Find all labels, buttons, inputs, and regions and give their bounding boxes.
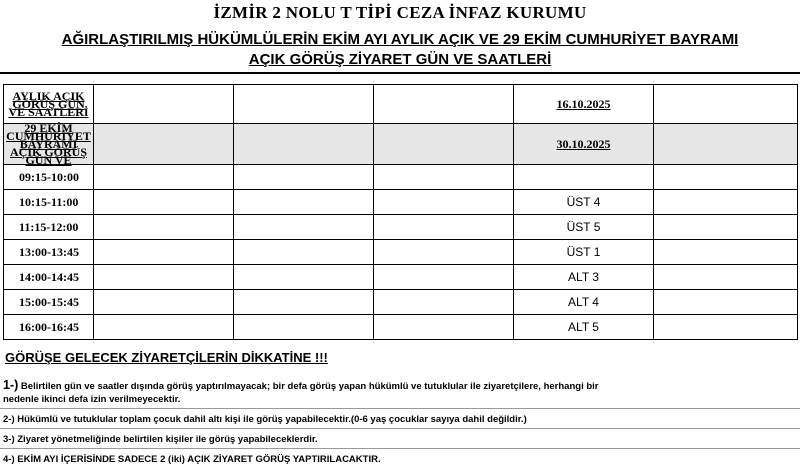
subtitle-line-2: AÇIK GÖRÜŞ ZİYARET GÜN VE SAATLERİ xyxy=(248,51,552,68)
divider xyxy=(0,408,800,409)
table-row xyxy=(4,240,798,265)
slot-cell: ALT 3 xyxy=(514,265,654,290)
notice-item-1-text: Belirtilen gün ve saatler dışında görüş yaptırılmayacak; bir defa görüş yapan hükümlü ve tutuklular ile ziyaretçilere, herhangi bir nedenle ikinci defa izin verilmeyecektir. xyxy=(3,381,599,405)
page-subtitle xyxy=(0,30,800,74)
time-cell: 14:00-14:45 xyxy=(4,265,94,290)
time-cell: 13:00-13:45 xyxy=(4,240,94,265)
table-row xyxy=(4,165,798,190)
table-row xyxy=(4,215,798,240)
monthly-visit-row xyxy=(4,85,798,124)
subtitle-line-1: AĞIRLAŞTIRILMIŞ HÜKÜMLÜLERİN EKİM AYI AYLIK AÇIK VE 29 EKİM CUMHURİYET BAYRAMI xyxy=(61,31,739,48)
slot-cell: ALT 4 xyxy=(514,290,654,315)
divider xyxy=(0,448,800,449)
table-row xyxy=(4,290,798,315)
holiday-visit-date: 30.10.2025 xyxy=(514,124,654,165)
table-row xyxy=(4,190,798,215)
notice-item-1 xyxy=(3,379,613,406)
monthly-visit-label: AYLIK AÇIK GÖRÜŞ GÜN VE SAATLERİ xyxy=(4,85,94,124)
notice-item-4: 4-) EKİM AYI İÇERİSİNDE SADECE 2 (iki) AÇIK ZİYARET GÖRÜŞ YAPTIRILACAKTIR. xyxy=(3,454,381,465)
time-cell: 09:15-10:00 xyxy=(4,165,94,190)
notice-item-1-number: 1-) xyxy=(3,378,19,392)
time-cell: 11:15-12:00 xyxy=(4,215,94,240)
page-title: İZMİR 2 NOLU T TİPİ CEZA İNFAZ KURUMU xyxy=(213,3,587,22)
notice-item-3: 3-) Ziyaret yönetmeliğinde belirtilen kişiler ile görüş yapabileceklerdir. xyxy=(3,434,318,445)
time-cell: 10:15-11:00 xyxy=(4,190,94,215)
slot-cell: ALT 5 xyxy=(514,315,654,340)
notice-heading: GÖRÜŞE GELECEK ZİYARETÇİLERİN DİKKATİNE !!! xyxy=(5,350,328,365)
table-row xyxy=(4,265,798,290)
holiday-visit-label: 29 EKİM CUMHURİYET BAYRAMI AÇIK GÖRÜŞ GÜN VE xyxy=(4,124,94,165)
slot-cell: ÜST 4 xyxy=(514,190,654,215)
slot-cell: ÜST 1 xyxy=(514,240,654,265)
notice-item-2: 2-) Hükümlü ve tutuklular toplam çocuk dahil altı kişi ile görüş yapabilecektir.(0-6 yaş çocuklar sayıya dahil değildir.) xyxy=(3,414,527,425)
slot-cell: ÜST 5 xyxy=(514,215,654,240)
divider xyxy=(0,428,800,429)
holiday-visit-row xyxy=(4,124,798,165)
time-cell: 16:00-16:45 xyxy=(4,315,94,340)
time-cell: 15:00-15:45 xyxy=(4,290,94,315)
slot-cell xyxy=(514,165,654,190)
monthly-visit-date: 16.10.2025 xyxy=(514,85,654,124)
schedule-table xyxy=(3,84,798,340)
table-row xyxy=(4,315,798,340)
